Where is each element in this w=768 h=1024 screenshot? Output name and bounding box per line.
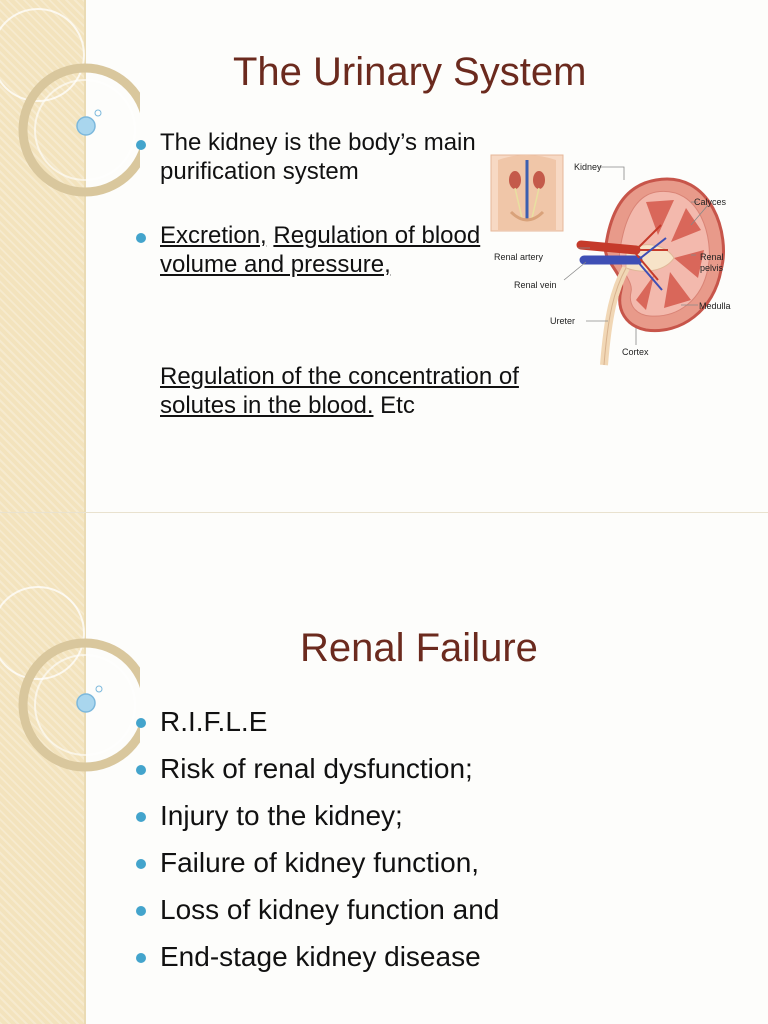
label-kidney: Kidney [574, 162, 602, 172]
list-item [132, 892, 692, 929]
bullet-icon [136, 859, 146, 869]
bullet-icon [136, 906, 146, 916]
list-item [132, 939, 692, 976]
list-item [132, 221, 502, 280]
bullet-icon [136, 140, 146, 150]
bullet-list [132, 704, 692, 986]
decorative-rings [0, 0, 140, 512]
list-item [132, 751, 692, 788]
bullet-text: Injury to the kidney; [160, 799, 403, 831]
list-item [132, 704, 692, 741]
bullet-continuation [132, 362, 522, 421]
bullet-text-etc: Etc [380, 392, 415, 420]
bullet-text: The kidney is the body’s main purification system [160, 129, 476, 186]
label-renal: Renal [700, 252, 724, 262]
ornament-bead-icon [77, 694, 95, 712]
bullet-text: Failure of kidney function, [160, 846, 480, 878]
label-pelvis: pelvis [700, 263, 724, 273]
kidney-anatomy-figure [486, 150, 766, 368]
label-renal-artery: Renal artery [494, 252, 544, 262]
page-title: The Urinary System [233, 50, 587, 94]
bullet-icon [136, 765, 146, 775]
label-renal-vein: Renal vein [514, 280, 557, 290]
list-item [132, 798, 692, 835]
slide-renal-failure [0, 512, 768, 1024]
label-calyces: Calyces [694, 197, 727, 207]
bullet-icon [136, 718, 146, 728]
bullet-text: End-stage kidney disease [160, 940, 481, 972]
bullet-text: Risk of renal dysfunction; [160, 752, 473, 784]
bullet-text-excretion: Excretion, [160, 221, 267, 249]
list-item [132, 128, 502, 187]
bullet-icon [136, 233, 146, 243]
label-cortex: Cortex [622, 347, 649, 357]
page-title: Renal Failure [300, 626, 538, 670]
bullet-icon [136, 953, 146, 963]
list-item [132, 845, 692, 882]
bullet-text-regulation-volume: Regulation of blood volume and pressure, [160, 221, 481, 278]
bullet-text: Loss of kidney function and [160, 893, 500, 925]
bullet-text: R.I.F.L.E [160, 706, 268, 737]
label-medulla: Medulla [699, 301, 731, 311]
label-ureter: Ureter [550, 316, 576, 326]
bullet-text-regulation-solutes: Regulation of the concentration of solutes in the blood. [160, 363, 519, 420]
bullet-icon [136, 812, 146, 822]
decorative-rings [0, 513, 140, 1024]
ornament-bead-icon [77, 117, 95, 135]
bullet-list [132, 128, 502, 279]
